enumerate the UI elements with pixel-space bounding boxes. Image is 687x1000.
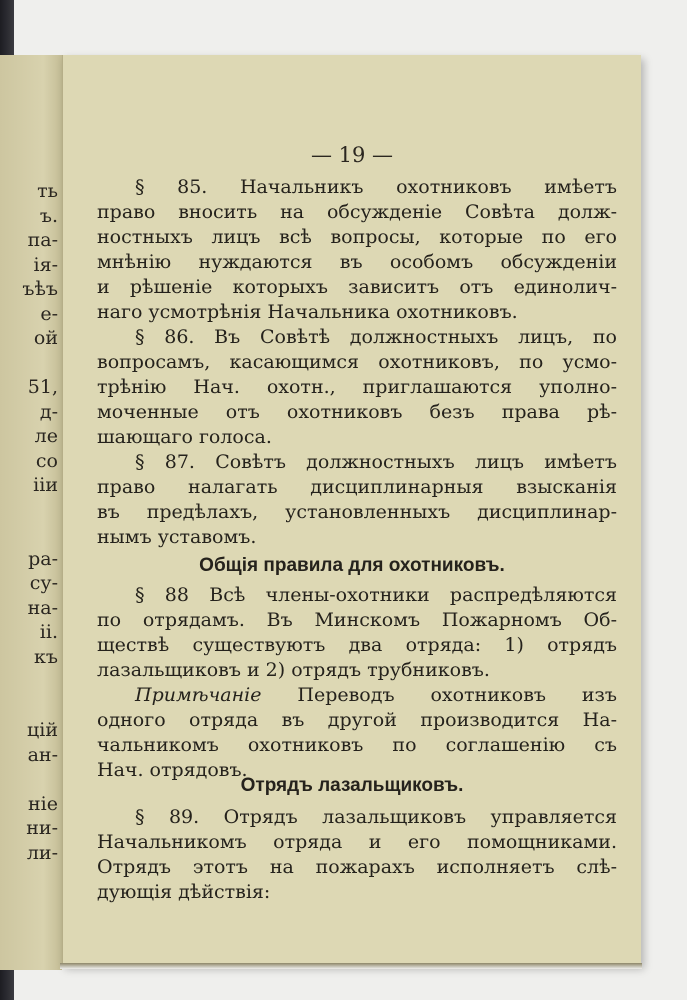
note-block xyxy=(97,683,617,783)
paragraph-87 xyxy=(97,450,617,550)
left-page-fragment: цій xyxy=(27,719,58,741)
text-line: дующія дѣйствія: xyxy=(97,881,271,903)
text-line: трѣнію Нач. охотн., приглашаются уполно- xyxy=(97,376,617,398)
text-line: право налагать дисциплинарныя взысканія xyxy=(97,476,617,498)
book-page xyxy=(62,55,641,965)
heading-general-rules: Общія правила для охотниковъ. xyxy=(199,555,505,576)
left-page-fragment: ле xyxy=(34,425,58,447)
text-line: Отрядъ этотъ на пожарахъ исполняетъ слѣ- xyxy=(97,856,617,878)
left-page-fragment: ра- xyxy=(28,547,58,570)
paragraph-86 xyxy=(97,325,617,450)
text-line: и рѣшеніе которыхъ зависитъ отъ единолич- xyxy=(97,276,617,298)
text-line: въ предѣлахъ, установленныхъ дисциплинар- xyxy=(97,501,617,523)
text-line: Нач. отрядовъ. xyxy=(97,759,248,781)
left-page-fragment: ія- xyxy=(33,253,58,276)
left-page-fragment: ть xyxy=(37,180,58,202)
paragraph-89 xyxy=(97,805,617,905)
text-line: нымъ уставомъ. xyxy=(97,526,257,548)
text-line: моченные отъ охотниковъ безъ права рѣ- xyxy=(97,401,617,423)
text-line: § 86. Въ Совѣтѣ должностныхъ лицъ, по xyxy=(135,326,617,348)
text-line: шающаго голоса. xyxy=(97,426,272,448)
text-line: право вносить на обсужденіе Совѣта долж- xyxy=(97,201,617,223)
left-page-fragment: па- xyxy=(27,229,58,251)
text-line: § 88 Всѣ члены-охотники распредѣляются xyxy=(135,584,617,606)
left-page-fragment: ан- xyxy=(27,743,58,766)
left-page-fragment: е- xyxy=(40,302,58,325)
text-line: § 85. Начальникъ охотниковъ имѣетъ xyxy=(135,176,617,198)
left-page-fragment: ii. xyxy=(39,621,58,643)
text-line xyxy=(97,683,617,708)
text-line: Начальникомъ отряда и его помощниками. xyxy=(97,831,617,853)
note-first-line: Переводъ охотниковъ изъ xyxy=(297,684,617,706)
left-page-fragment: ъѣъ xyxy=(22,278,58,300)
heading-ladder-team: Отрядъ лазальщиковъ. xyxy=(240,775,464,796)
left-page-fragment: д- xyxy=(39,400,58,423)
left-page-fragment: ъ. xyxy=(39,204,58,227)
left-page-fragment: ни- xyxy=(26,817,58,839)
left-page-fragment: су- xyxy=(29,572,58,594)
text-line: вопросамъ, касающимся охотниковъ, по усмо- xyxy=(97,351,617,373)
text-line: одного отряда въ другой производится На- xyxy=(97,709,617,731)
text-line: мнѣнію нуждаются въ особомъ обсужденіи xyxy=(97,251,617,273)
text-line: чальникомъ охотниковъ по соглашенію съ xyxy=(97,734,617,756)
left-page-fragment: къ xyxy=(34,645,58,668)
left-page-fragment: ніе xyxy=(28,792,58,815)
left-page-fragment: на- xyxy=(27,596,58,619)
text-line: лазальщиковъ и 2) отрядъ трубниковъ. xyxy=(97,659,490,681)
page-shadow xyxy=(60,963,642,969)
paragraph-88 xyxy=(97,583,617,683)
text-line: § 87. Совѣтъ должностныхъ лицъ имѣетъ xyxy=(135,451,617,473)
page-number: — 19 — xyxy=(310,143,394,167)
paragraph-85 xyxy=(97,175,617,325)
left-page-fragment: ііи xyxy=(33,474,58,496)
left-page-edge xyxy=(0,55,62,970)
text-line: ностныхъ лицъ всѣ вопросы, которые по его xyxy=(97,226,617,248)
text-line: наго усмотрѣнія Начальника охотниковъ. xyxy=(97,301,518,323)
left-page-fragment: ой xyxy=(33,327,58,349)
text-line: по отрядамъ. Въ Минскомъ Пожарномъ Об- xyxy=(97,609,617,631)
text-line: § 89. Отрядъ лазальщиковъ управляется xyxy=(135,806,617,828)
note-label: Примѣчаніе xyxy=(135,684,262,706)
text-line: ществѣ существуютъ два отряда: 1) отрядъ xyxy=(97,634,617,656)
left-page-fragment: 51, xyxy=(27,376,58,398)
left-page-fragment: ли- xyxy=(26,841,58,864)
left-page-fragment: со xyxy=(35,449,58,472)
